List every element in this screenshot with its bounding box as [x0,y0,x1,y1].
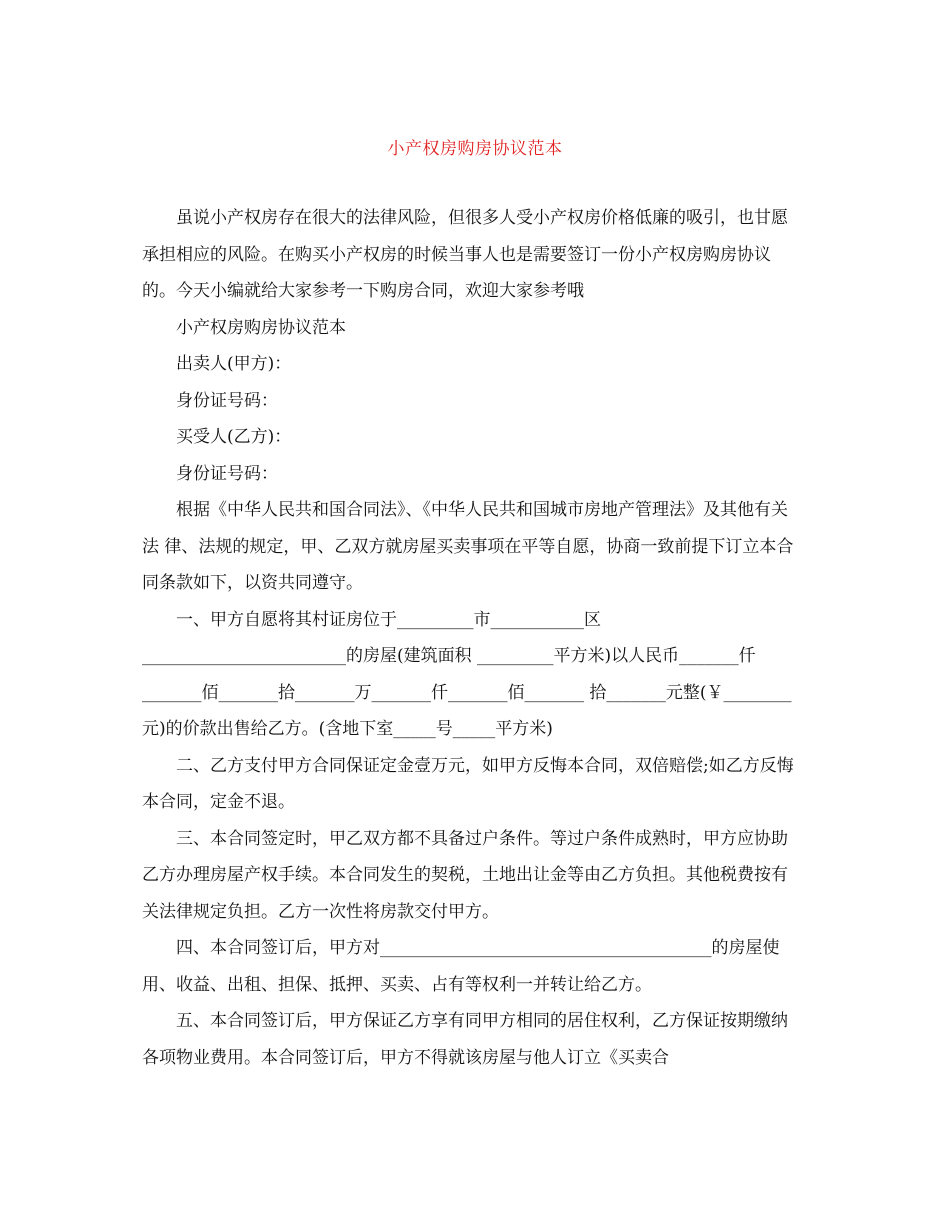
document-body [142,200,802,1076]
seller-id-line: 身份证号码： [176,390,278,411]
clause-4: 四、本合同签订后，甲方对_______________________________________的房屋使用、收益、出租、担保、抵押、买卖、占有等权利一并转让给乙方。 [142,938,780,995]
clause-1: 一、甲方自愿将其村证房位于_________市___________区________________________的房屋(建筑面积 _________平方米)以人民币_______仟_______佰_______拾_______万_______仟_______佰_______ 拾_______元整(￥________ 元)的价款出售给乙方。(含地下室_____号_____平方米) [142,609,792,739]
buyer-line: 买受人(乙方)： [176,427,292,447]
document-title: 小产权房购房协议范本 [387,139,563,159]
subtitle-line: 小产权房购房协议范本 [176,317,346,338]
intro-paragraph: 虽说小产权房存在很大的法律风险，但很多人受小产权房价格低廉的吸引，也甘愿承担相应的风险。在购买小产权房的时候当事人也是需要签订一份小产权房购房协议的。今天小编就给大家参考一下购房合同，欢迎大家参考哦 [142,208,788,301]
clause-3: 三、本合同签定时，甲乙双方都不具备过户条件。等过户条件成熟时，甲方应协助乙方办理房屋产权手续。本合同发生的契税，土地出让金等由乙方负担。其他税费按有关法律规定负担。乙方一次性将房款交付甲方。 [142,828,788,922]
preamble-paragraph: 根据《中华人民共和国合同法》、《中华人民共和国城市房地产管理法》及其他有关法 律、法规的规定，甲、乙双方就房屋买卖事项在平等自愿，协商一致前提下订立本合同条款如下，以资共同遵守。 [142,500,794,593]
seller-line: 出卖人(甲方)： [176,354,292,374]
clause-5: 五、本合同签订后，甲方保证乙方享有同甲方相同的居住权利，乙方保证按期缴纳各项物业费用。本合同签订后，甲方不得就该房屋与他人订立《买卖合 [142,1011,788,1068]
clause-2: 二、乙方支付甲方合同保证定金壹万元，如甲方反悔本合同，双倍赔偿;如乙方反悔本合同，定金不退。 [142,755,794,812]
buyer-id-line: 身份证号码： [176,463,278,484]
